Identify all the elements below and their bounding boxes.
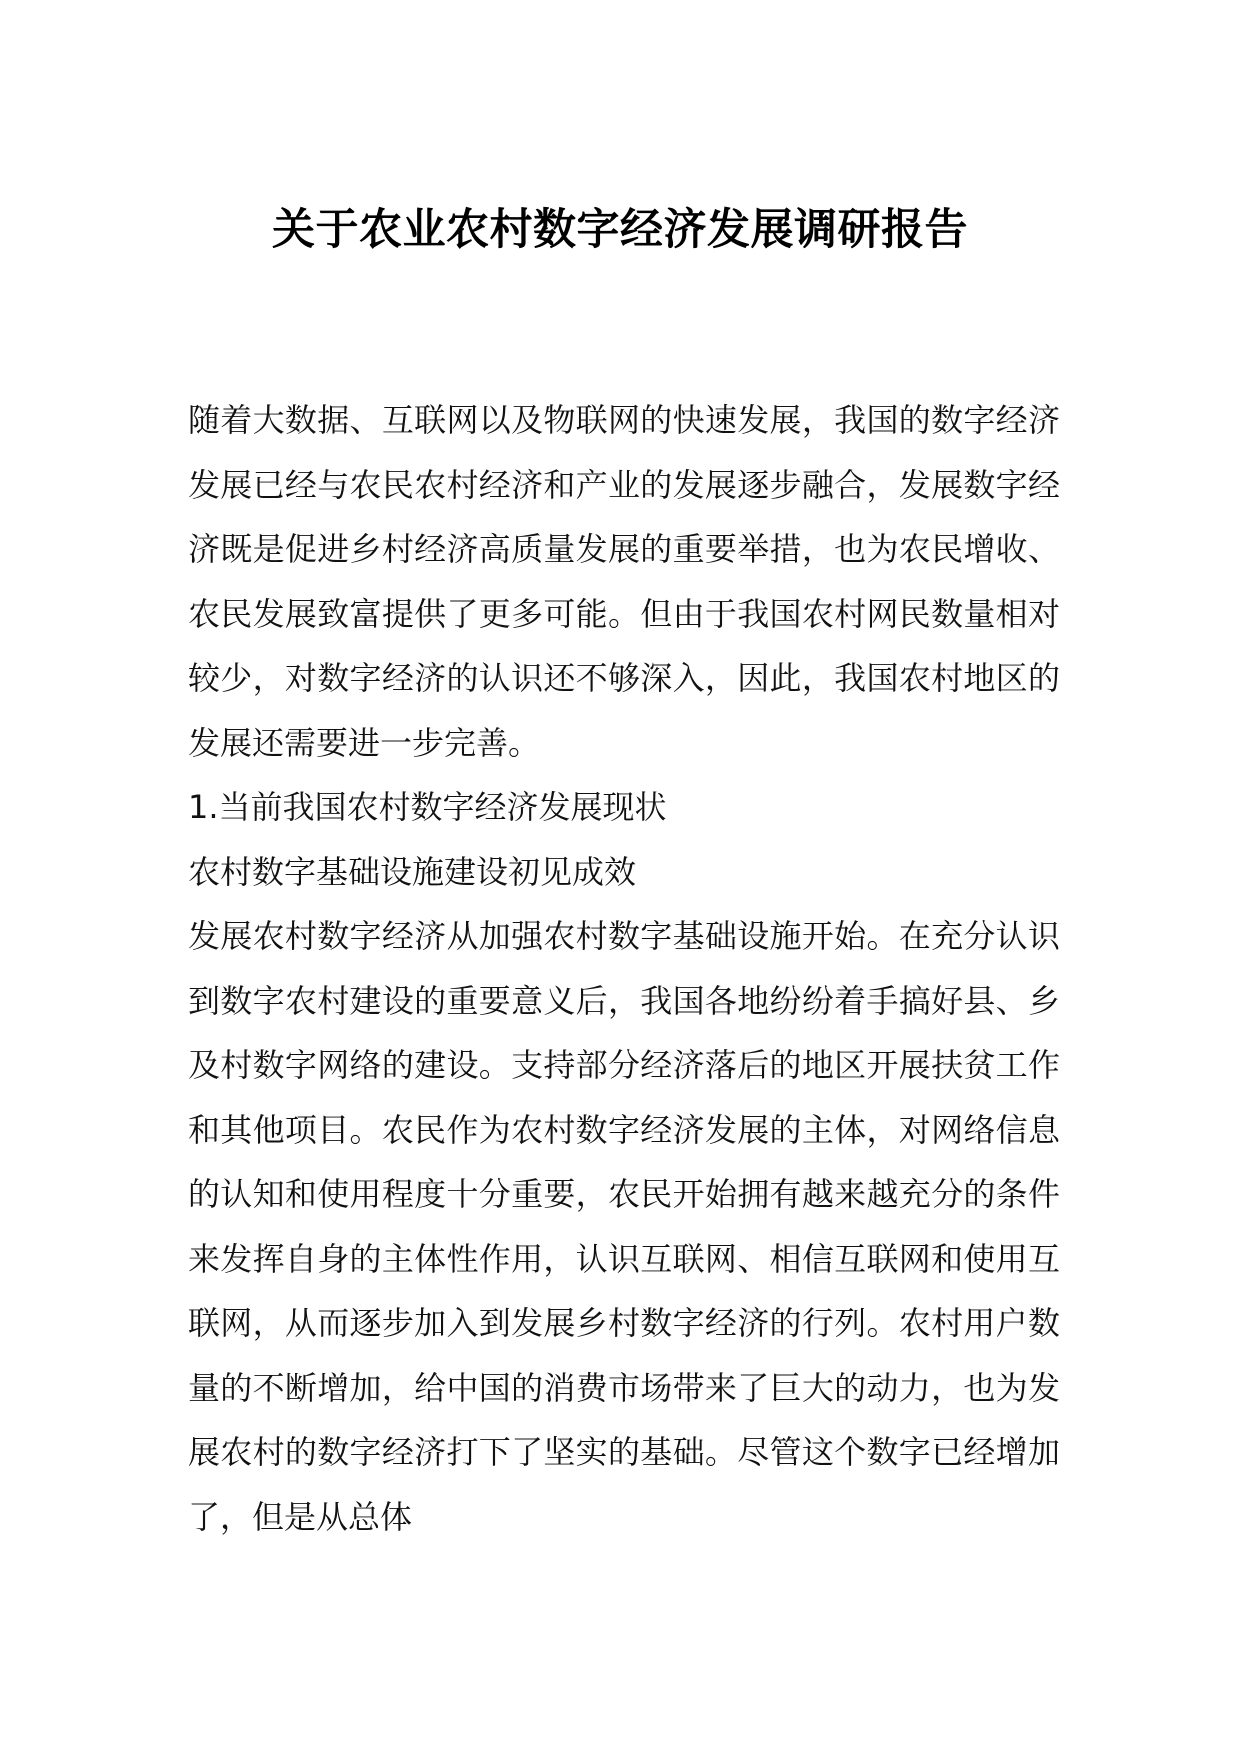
section-heading: 1.当前我国农村数字经济发展现状 — [188, 788, 667, 826]
body-paragraph: 发展农村数字经济从加强农村数字基础设施开始。在充分认识到数字农村建设的重要意义后，我国各地纷纷着手搞好县、乡及村数字网络的建设。支持部分经济落后的地区开展扶贫工作和其他项目。农民作为农村数字经济发展的主体，对网络信息的认知和使用程度十分重要，农民开始拥有越来越充分的条件来发挥自身的主体性作用，认识互联网、相信互联网和使用互联网，从而逐步加入到发展乡村数字经济的行列。农村用户数量的不断增加，给中国的消费市场带来了巨大的动力，也为发展农村的数字经济打下了坚实的基础。尽管这个数字已经增加了，但是从总体 — [188, 917, 1060, 1536]
document-title: 关于农业农村数字经济发展调研报告 — [272, 205, 968, 255]
document-body — [188, 388, 1060, 1549]
subsection-heading: 农村数字基础设施建设初见成效 — [188, 852, 637, 891]
intro-paragraph: 随着大数据、互联网以及物联网的快速发展，我国的数字经济发展已经与农民农村经济和产业的发展逐步融合，发展数字经济既是促进乡村经济高质量发展的重要举措，也为农民增收、农民发展致富提供了更多可能。但由于我国农村网民数量相对较少，对数字经济的认识还不够深入，因此，我国农村地区的发展还需要进一步完善。 — [188, 401, 1060, 762]
